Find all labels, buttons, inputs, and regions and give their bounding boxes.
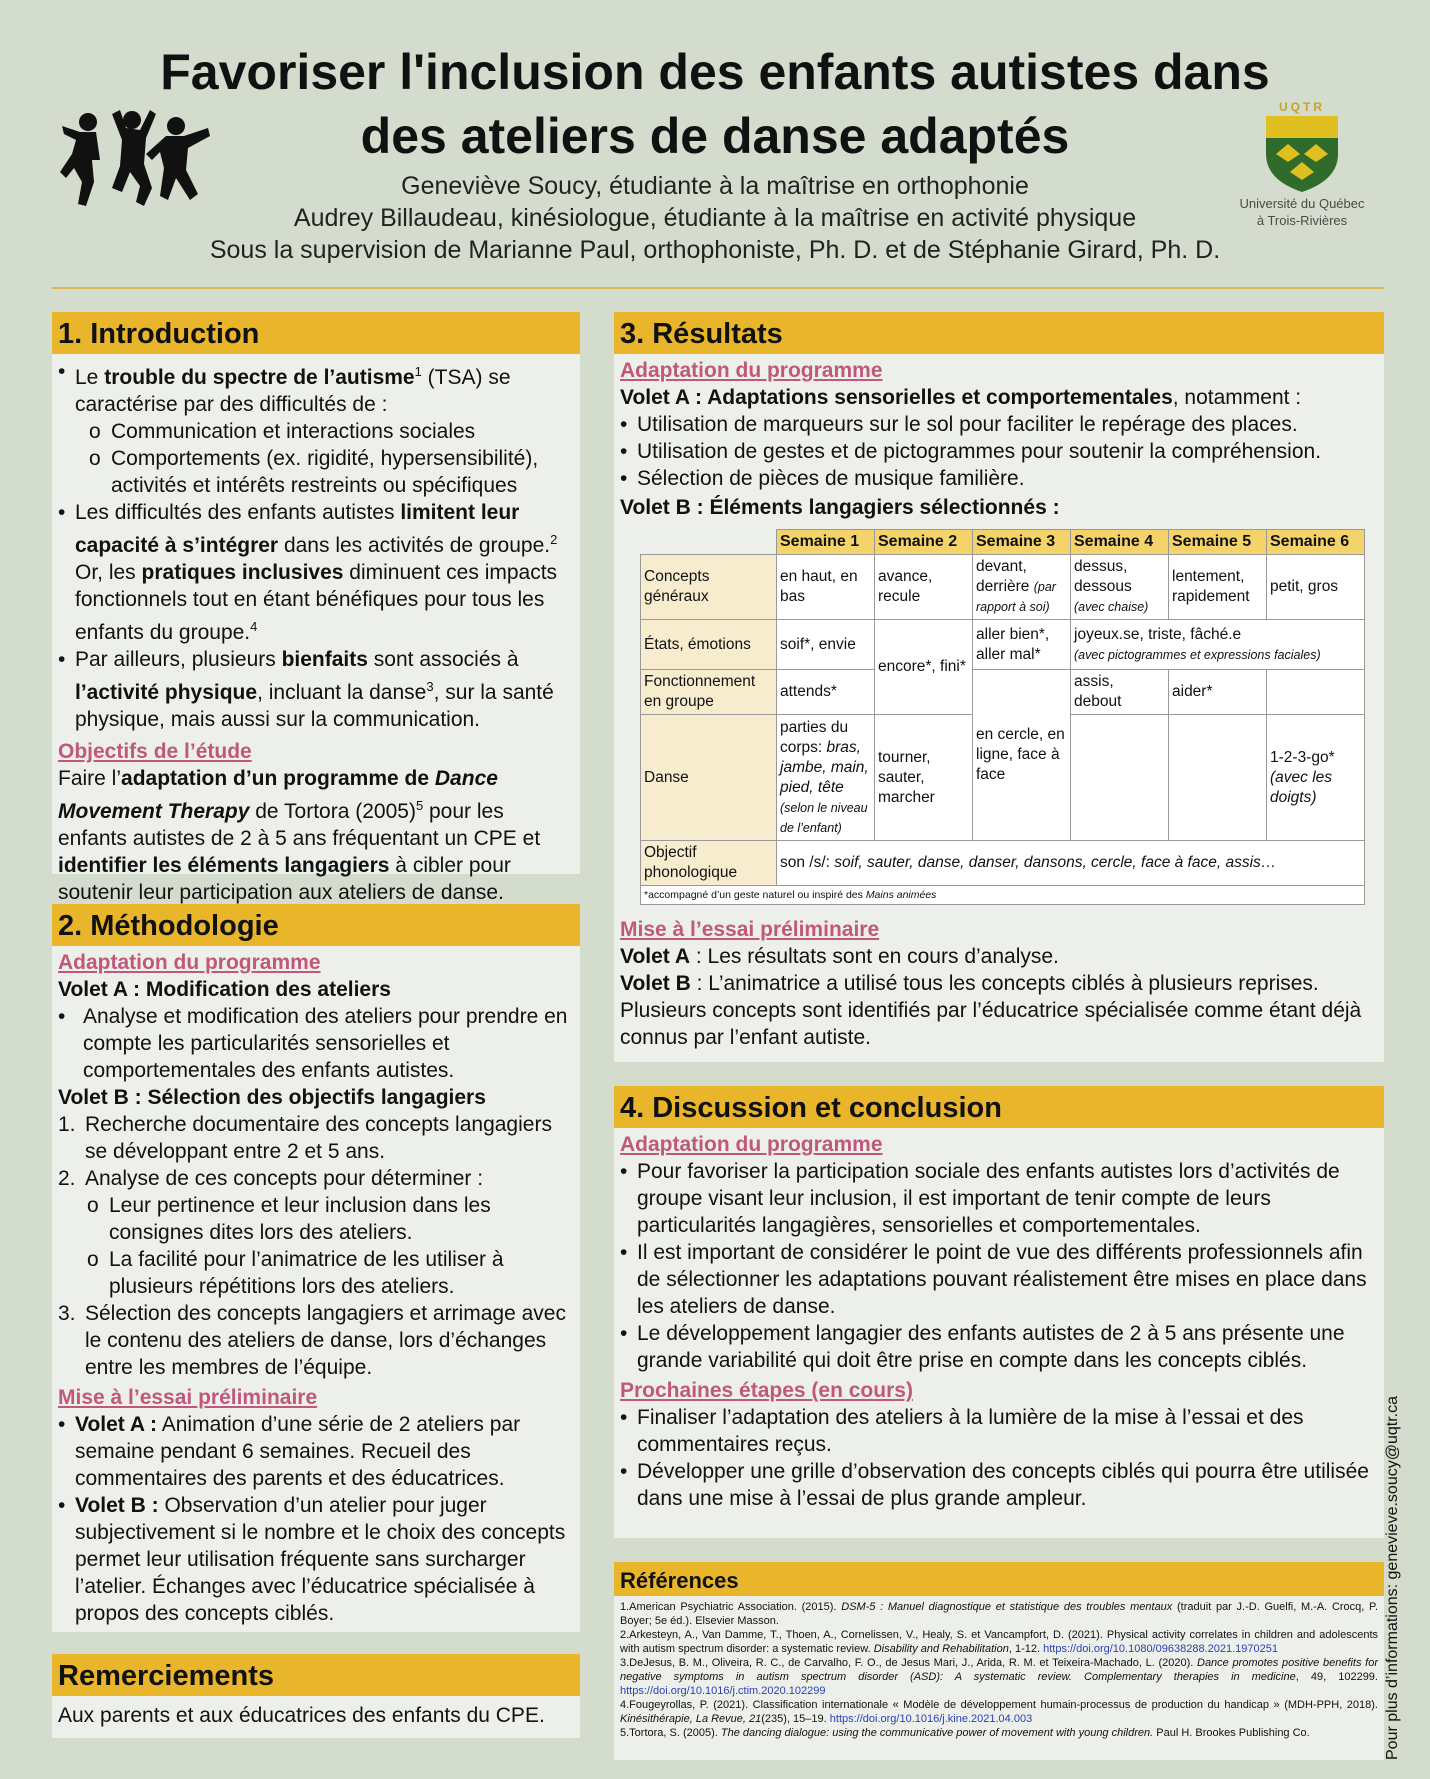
table-row-group — [641, 670, 1365, 715]
intro-b3-bold-2: l’activité physique — [75, 681, 258, 704]
cell-states-w3: aller bien*, aller mal* — [973, 620, 1071, 670]
title-line-1: Favoriser l'inclusion des enfants autistes dans — [160, 44, 1270, 100]
intro-b1-text-b: (TSA) se caractérise par des difficultés de : — [75, 366, 511, 416]
row-label-concepts: Concepts généraux — [641, 555, 777, 620]
discussion-heading: 4. Discussion et conclusion — [614, 1086, 1384, 1128]
ref-3-italic: Dance promotes positive benefits for negative symptoms in autism spectrum disorder (ASD): A systematic review. Complementary therapies in medicine — [620, 1657, 1378, 1683]
cell-group-w5: aider* — [1169, 670, 1267, 715]
language-elements-table — [640, 529, 1365, 905]
thanks-text: Aux parents et aux éducatrices des enfants du CPE. — [58, 1704, 545, 1727]
results-trial-voletB-bold: Volet B — [620, 972, 691, 995]
step-2-text: Analyse de ces concepts pour déterminer : — [85, 1167, 484, 1190]
week-1-header: Semaine 1 — [777, 530, 875, 555]
intro-b2-text-c: Or, les — [75, 561, 142, 584]
ref-5-italic: The dancing dialogue: using the communicative power of movement with young children. — [720, 1727, 1154, 1739]
trial-voletB-text: Observation d’un atelier pour juger subjectivement si le nombre et le choix des concepts permet leur utilisation fréquente sans surcharger l’atelier. Échanges avec l’éducatrice spécialisée à propos des concepts ciblés. — [75, 1494, 566, 1625]
cell-concepts-w3 — [973, 555, 1071, 620]
results-voletA-bold: Volet A : Adaptations sensorielles et comportementales — [620, 386, 1173, 409]
week-4-header: Semaine 4 — [1071, 530, 1169, 555]
intro-b2-text-b: dans les activités de groupe. — [278, 534, 551, 557]
obj-bold-1: adaptation d’un programme de — [121, 767, 435, 790]
cell-concepts-w5: lentement, rapidement — [1169, 555, 1267, 620]
intro-sub-2: o Comportements (ex. rigidité, hypersensibilité), activités et intérêts restreints ou spécifiques — [87, 445, 574, 499]
step-2-number: 2. — [58, 1167, 76, 1190]
cell-states-group-w2: encore*, fini* — [875, 620, 973, 715]
authors — [60, 170, 1370, 266]
next-step-1: • Finaliser l’adaptation des ateliers à la lumière de la mise à l’essai et des commentaires reçus. — [620, 1404, 1378, 1458]
reference-3 — [620, 1656, 1378, 1698]
intro-sub-1: o Communication et interactions sociales — [87, 418, 574, 445]
cell-phonology-text: son /s/: — [780, 854, 835, 871]
ref-2-italic: Disability and Rehabilitation — [873, 1643, 1009, 1655]
methodology-voletA-bullet: • Analyse et modification des ateliers pour prendre en compte les particularités sensorielles et comportementales des enfants autistes. — [58, 1003, 574, 1084]
introduction-heading: 1. Introduction — [52, 312, 580, 354]
discussion-body — [614, 1128, 1384, 1518]
reference-4 — [620, 1698, 1378, 1726]
ref-4-text-b: (235), 15–19. — [761, 1713, 830, 1725]
ref-4-italic: Kinésithérapie, La Revue, 21 — [620, 1713, 762, 1725]
table-row-phonology — [641, 841, 1365, 886]
references-heading: Références — [614, 1562, 1384, 1596]
row-label-dance: Danse — [641, 715, 777, 841]
author-3: Sous la supervision de Marianne Paul, orthophoniste, Ph. D. et de Stéphanie Girard, Ph. D. — [209, 236, 1221, 264]
results-trial-voletB-text: : L’animatrice a utilisé tous les concepts ciblés à plusieurs reprises. Plusieurs concepts sont identifiés par l’éducatrice spécialisée comme étant déjà connus par l’enfant autiste. — [620, 972, 1362, 1049]
footnote-italic: Mains animées — [865, 889, 937, 901]
ref-2-text-b: , 1-12. — [1008, 1643, 1041, 1655]
cell-dance-w1-text: parties du corps: — [780, 718, 849, 756]
cell-concepts-w4-text: dessus, dessous — [1074, 558, 1132, 595]
intro-b2-text-d: diminuent ces impacts fonctionnels tout en étant bénéfiques pour tous les enfants du groupe. — [75, 561, 558, 644]
cell-group-w6 — [1267, 670, 1365, 715]
cell-dance-w6-italic: (avec les doigts) — [1270, 768, 1333, 806]
uqtr-logo-abbrev: UQTR — [1279, 100, 1325, 114]
ref-3-text-b: , 49, 102299. — [1295, 1671, 1378, 1683]
methodology-step-2-sub-2: o La facilité pour l’animatrice de les utiliser à plusieurs répétitions lors des ateliers. — [85, 1246, 574, 1300]
table-header-row — [641, 530, 1365, 555]
results-voletA-rest: , notamment : — [1172, 386, 1302, 409]
row-label-states: États, émotions — [641, 620, 777, 670]
results-trial-voletB — [620, 970, 1378, 1051]
table-footnote — [641, 886, 1365, 905]
thanks-heading: Remerciements — [52, 1654, 580, 1696]
cell-dance-w1-italic: bras, jambe, main, pied, tête — [780, 738, 869, 796]
results-sub-trial: Mise à l’essai préliminaire — [620, 918, 880, 941]
ref-5-text-b: Paul H. Brookes Publishing Co. — [1153, 1727, 1310, 1739]
intro-b2-text-a: Les difficultés des enfants autistes — [75, 501, 401, 524]
step-1-text: Recherche documentaire des concepts langagiers se développant entre 2 et 5 ans. — [85, 1113, 552, 1163]
uqtr-shield-icon — [1262, 114, 1342, 194]
intro-b1-bold: trouble du spectre de l’autisme — [104, 366, 415, 389]
obj-bold-2: identifier les éléments langagiers — [58, 854, 390, 877]
cell-concepts-w4-note: (avec chaise) — [1074, 600, 1149, 614]
ref-4-text-a: 4.Fougeyrollas, P. (2021). Classification internationale « Modèle de développement humain-processus de production du handicap » (MDH-PPH, 2018). — [620, 1699, 1378, 1711]
results-a-bullet-3: • Sélection de pièces de musique familière. — [620, 465, 1378, 492]
obj-text-b: de Tortora (2005) — [249, 800, 416, 823]
references-panel — [614, 1562, 1384, 1760]
results-trial-voletA-bold: Volet A — [620, 945, 691, 968]
week-5-header: Semaine 5 — [1169, 530, 1267, 555]
results-heading: 3. Résultats — [614, 312, 1384, 354]
discussion-bullet-1: • Pour favoriser la participation sociale des enfants autistes lors d’activités de groupe visant leur inclusion, il est important de tenir compte de leurs particularités langagières, sensorielles et comportementales. — [620, 1158, 1378, 1239]
ref-1-text-b: (traduit par J.-D. Guelfi, M.-A. Crocq, P. Boyer; 5e éd.). Elsevier Masson. — [620, 1601, 1379, 1627]
step-1-number: 1. — [58, 1113, 76, 1136]
intro-b1-text-a: Le — [75, 366, 105, 389]
methodology-body — [52, 946, 580, 1633]
thanks-panel — [52, 1654, 580, 1738]
uqtr-name-line-2: à Trois-Rivières — [1256, 213, 1348, 228]
ref-1-text-a: 1.American Psychiatric Association. (2015). — [620, 1601, 842, 1613]
cell-group-w1: attends* — [777, 670, 875, 715]
cell-dance-w1-note: (selon le niveau de l’enfant) — [780, 800, 868, 835]
step-3-number: 3. — [58, 1302, 76, 1325]
row-label-phonology: Objectif phonologique — [641, 841, 777, 886]
cell-group-dance-w3: en cercle, en ligne, face à face — [973, 670, 1071, 841]
intro-bullet-3 — [58, 646, 574, 733]
cell-concepts-w1: en haut, en bas — [777, 555, 875, 620]
cell-dance-w6-text: 1-2-3-go* — [1270, 748, 1335, 766]
intro-b3-text-a: Par ailleurs, plusieurs — [75, 648, 282, 671]
intro-b2-sup-2: 4 — [250, 619, 258, 634]
discussion-bullet-3: • Le développement langagier des enfants autistes de 2 à 5 ans présente une grande variabilité qui doit être prise en compte dans les concepts ciblés. — [620, 1320, 1378, 1374]
author-1: Geneviève Soucy, étudiante à la maîtrise en orthophonie — [401, 172, 1029, 200]
cell-states-w4-6 — [1071, 620, 1365, 670]
table-footnote-row — [641, 886, 1365, 905]
reference-2 — [620, 1628, 1378, 1656]
intro-b3-sup: 3 — [426, 679, 434, 694]
cell-phonology-italic: soif, sauter, danse, danser, dansons, cercle, face à face, assis… — [834, 854, 1277, 871]
week-6-header: Semaine 6 — [1267, 530, 1365, 555]
header-divider — [52, 287, 1384, 289]
reference-5 — [620, 1726, 1378, 1740]
intro-b3-text-b: sont associés à — [367, 648, 519, 671]
cell-phonology — [777, 841, 1365, 886]
results-body — [614, 354, 1384, 1057]
references-list — [614, 1596, 1384, 1746]
obj-sup: 5 — [415, 798, 424, 813]
cell-dance-w1 — [777, 715, 875, 841]
reference-2-link[interactable]: https://doi.org/10.1080/09638288.2021.1970251 — [1043, 1643, 1278, 1655]
objectives-subheading: Objectifs de l’étude — [58, 740, 252, 763]
results-a-bullet-2: • Utilisation de gestes et de pictogrammes pour soutenir la compréhension. — [620, 438, 1378, 465]
methodology-step-2-sub-1: o Leur pertinence et leur inclusion dans les consignes dites lors des ateliers. — [85, 1192, 574, 1246]
contact-info: Pour plus d’informations: genevieve.soucy@uqtr.ca — [1384, 1396, 1401, 1760]
trial-voletA-bold: Volet A : — [75, 1413, 158, 1436]
title-line-2: des ateliers de danse adaptés — [360, 108, 1070, 164]
reference-4-link[interactable]: https://doi.org/10.1016/j.kine.2021.04.003 — [829, 1713, 1033, 1725]
methodology-voletB-title: Volet B : Sélection des objectifs langagiers — [58, 1086, 486, 1109]
cell-concepts-w3-text: devant, derrière — [976, 558, 1030, 595]
discussion-panel — [614, 1086, 1384, 1538]
trial-voletA-text: Animation d’une série de 2 ateliers par semaine pendant 6 semaines. Recueil des commentaires des parents et des éducatrices. — [75, 1413, 521, 1490]
methodology-step-2 — [58, 1165, 574, 1300]
dancing-children-silhouette-icon — [60, 108, 210, 208]
intro-bullet-1 — [58, 358, 574, 499]
introduction-panel — [52, 312, 580, 904]
discussion-bullet-2: • Il est important de considérer le point de vue des différents professionnels afin de sélectionner les adaptations pouvant réalistement être mises en place dans les ateliers de danse. — [620, 1239, 1378, 1320]
intro-b3-text-c: , incluant la danse — [257, 681, 427, 704]
results-sub-adaptation: Adaptation du programme — [620, 359, 883, 382]
intro-b2-bold: limitent leur capacité à s’intégrer — [75, 501, 520, 557]
ref-5-text-a: 5.Tortora, S. (2005). — [620, 1727, 721, 1739]
ref-2-text-a: 2.Arkesteyn, A., Van Damme, T., Thoen, A., Cornelissen, V., Healy, S. et Vancampfort, D. (2021). Physical activity correlates in children and adolescents with autism spectrum disorder: a systematic review. — [620, 1629, 1378, 1655]
ref-1-italic: DSM-5 : Manuel diagnostique et statistique des troubles mentaux — [841, 1601, 1173, 1613]
uqtr-name-line-1: Université du Québec — [1239, 196, 1365, 211]
table-row-states — [641, 620, 1365, 670]
author-2: Audrey Billaudeau, kinésiologue, étudiante à la maîtrise en activité physique — [293, 204, 1137, 232]
methodology-trial-voletB — [58, 1492, 574, 1627]
discussion-sub-adaptation: Adaptation du programme — [620, 1133, 883, 1156]
methodology-sub-trial: Mise à l’essai préliminaire — [58, 1386, 318, 1409]
cell-concepts-w6: petit, gros — [1267, 555, 1365, 620]
cell-states-w1: soif*, envie — [777, 620, 875, 670]
cell-dance-w6 — [1267, 715, 1365, 841]
methodology-step-1 — [58, 1111, 574, 1165]
reference-1 — [620, 1600, 1378, 1628]
table-row-concepts — [641, 555, 1365, 620]
methodology-step-3 — [58, 1300, 574, 1381]
intro-b3-bold: bienfaits — [281, 648, 368, 671]
step-3-text: Sélection des concepts langagiers et arrimage avec le contenu des ateliers de danse, lors d’échanges entre les membres de l’équipe. — [85, 1302, 566, 1379]
obj-text-a: Faire l’ — [58, 767, 122, 790]
methodology-sub-adaptation: Adaptation du programme — [58, 951, 321, 974]
introduction-body — [52, 354, 580, 912]
cell-dance-w5 — [1169, 715, 1267, 841]
objectives-text — [58, 765, 574, 906]
results-a-bullet-1: • Utilisation de marqueurs sur le sol pour faciliter le repérage des places. — [620, 411, 1378, 438]
obj-text-d: à cibler pour soutenir leur participation aux ateliers de danse. — [58, 854, 511, 904]
results-trial-voletA-text: : Les résultats sont en cours d’analyse. — [690, 945, 1059, 968]
cell-states-w4-6-text: joyeux.se, triste, fâché.e — [1074, 625, 1242, 643]
next-step-2: • Développer une grille d’observation des concepts ciblés qui pourra être utilisée dans une mise à l’essai de plus grande ampleur. — [620, 1458, 1378, 1512]
intro-b1-sup: 1 — [414, 364, 422, 379]
intro-b2-bold-2: pratiques inclusives — [141, 561, 344, 584]
poster-title — [60, 40, 1370, 168]
results-panel — [614, 312, 1384, 1062]
ref-3-text-a: 3.DeJesus, B. M., Oliveira, R. C., de Carvalho, F. O., de Jesus Mari, J., Arida, R. M. et Teixeira-Machado, L. (2020). — [620, 1657, 1197, 1669]
intro-b3-text-d: , sur la santé physique, mais aussi sur la communication. — [75, 681, 554, 731]
cell-concepts-w2: avance, recule — [875, 555, 973, 620]
table-corner — [641, 530, 777, 555]
week-3-header: Semaine 3 — [973, 530, 1071, 555]
methodology-voletA-title: Volet A : Modification des ateliers — [58, 978, 391, 1001]
discussion-sub-next-steps: Prochaines étapes (en cours) — [620, 1379, 913, 1402]
methodology-heading: 2. Méthodologie — [52, 904, 580, 946]
intro-b2-sup-1: 2 — [550, 532, 558, 547]
results-voletA — [620, 384, 1378, 411]
row-label-group: Fonctionnement en groupe — [641, 670, 777, 715]
obj-text-c: pour les enfants autistes de 2 à 5 ans fréquentant un CPE et — [58, 800, 541, 850]
methodology-trial-voletA — [58, 1411, 574, 1492]
trial-voletB-bold: Volet B : — [75, 1494, 159, 1517]
intro-bullet-2 — [58, 499, 574, 646]
cell-dance-w2: tourner, sauter, marcher — [875, 715, 973, 841]
results-voletB-title: Volet B : Éléments langagiers sélectionnés : — [620, 496, 1060, 519]
cell-concepts-w4 — [1071, 555, 1169, 620]
methodology-panel — [52, 904, 580, 1632]
footnote-text: *accompagné d’un geste naturel ou inspiré des — [644, 889, 866, 901]
cell-group-w4: assis, debout — [1071, 670, 1169, 715]
reference-3-link[interactable]: https://doi.org/10.1016/j.ctim.2020.102299 — [620, 1685, 826, 1697]
uqtr-logo — [1236, 100, 1368, 240]
results-trial-voletA — [620, 943, 1378, 970]
cell-dance-w4 — [1071, 715, 1169, 841]
obj-bold-italic: Dance Movement Therapy — [58, 767, 498, 823]
week-2-header: Semaine 2 — [875, 530, 973, 555]
cell-states-w4-6-note: (avec pictogrammes et expressions faciales) — [1074, 647, 1321, 662]
cell-concepts-w3-note: (par rapport à soi) — [976, 580, 1056, 614]
